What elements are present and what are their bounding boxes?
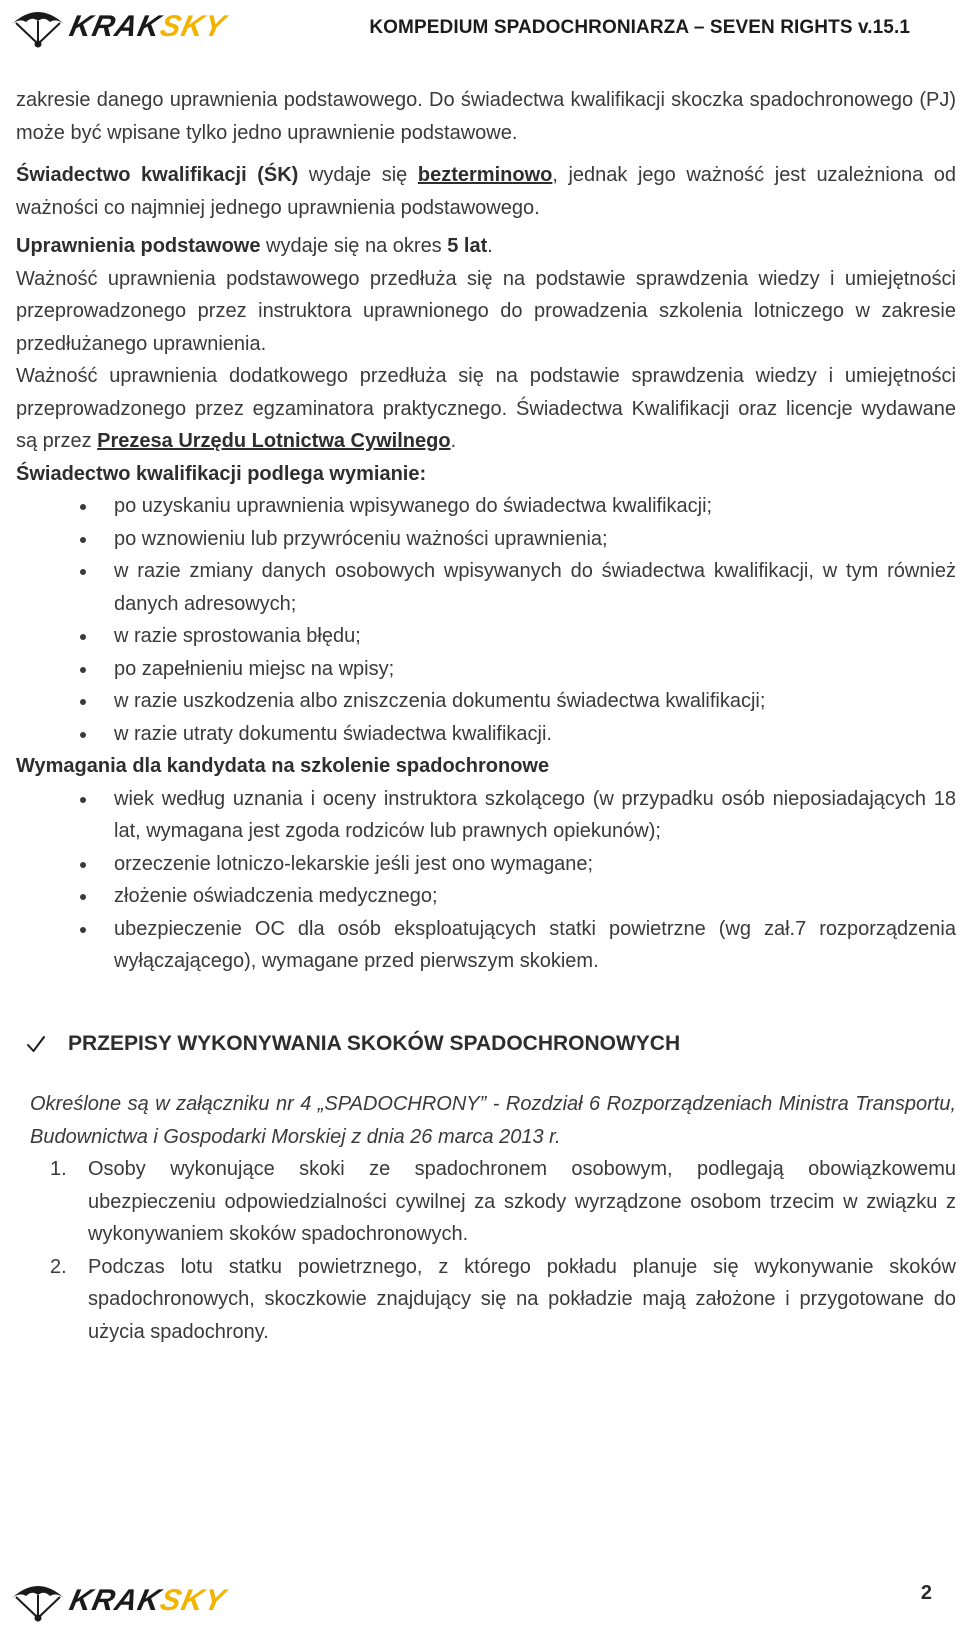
page-number: 2 xyxy=(920,1582,932,1604)
requirements-heading: Wymagania dla kandydata na szkolenie spadochronowe xyxy=(16,755,550,777)
section-title-text: PRZEPISY WYKONYWANIA SKOKÓW SPADOCHRONOWYCH xyxy=(68,1031,681,1055)
list-item: w razie zmiany danych osobowych wpisywanych do świadectwa kwalifikacji, w tym również danych adresowych; xyxy=(16,555,956,620)
paragraph-basic-rights: zakresie danego uprawnienia podstawowego. Do świadectwa kwalifikacji skoczka spadochronowego (PJ) może być wpisane tylko jedno uprawnienie podstawowe. xyxy=(16,89,956,144)
list-item: po wznowieniu lub przywróceniu ważności uprawnienia; xyxy=(16,523,956,556)
parachute-icon xyxy=(10,1580,66,1622)
paragraph-validity: Świadectwo kwalifikacji (ŚK) wydaje się bezterminowo, jednak jego ważność jest uzależniona od ważności co najmniej jednego uprawnienia podstawowego. xyxy=(16,164,957,219)
list-item: orzeczenie lotniczo-lekarskie jeśli jest ono wymagane; xyxy=(16,848,956,881)
page-header xyxy=(0,0,960,56)
item-text: Osoby wykonujące skoki ze spadochronem osobowym, podlegają obowiązkowemu ubezpieczeniu odpowiedzialności cywilnej za szkody wyrządzone osobom trzecim w związku z wykonywaniem skoków spadochronowych. xyxy=(88,1158,956,1245)
list-item xyxy=(16,1251,956,1349)
logo-wordmark: KRAKSKY xyxy=(66,10,229,43)
list-item: wiek według uznania i oceny instruktora szkolącego (w przypadku osób nieposiadających 18 lat, wymagana jest zgoda rodziców lub prawnych opiekunów); xyxy=(16,783,956,848)
section-title xyxy=(16,1028,956,1061)
item-number: 2. xyxy=(50,1255,67,1278)
requirements-list xyxy=(16,783,956,978)
item-number: 1. xyxy=(50,1158,67,1180)
exchange-list xyxy=(16,490,956,750)
list-item: w razie uszkodzenia albo zniszczenia dokumentu świadectwa kwalifikacji; xyxy=(16,685,956,718)
page-content xyxy=(16,84,956,1348)
list-item: złożenie oświadczenia medycznego; xyxy=(16,880,956,913)
exchange-heading: Świadectwo kwalifikacji podlega wymianie: xyxy=(16,462,427,485)
paragraph-extension-additional: Ważność uprawnienia dodatkowego przedłuża się na podstawie sprawdzenia wiedzy i umiejętności przeprowadzonego przez egzaminatora praktycznego. Świadectwa Kwalifikacji oraz licencje wydawane są przez Prezesa Urzędu Lotnictwa Cywilnego. xyxy=(16,365,956,452)
footer-logo xyxy=(10,1580,229,1622)
paragraph-extension-basic: Ważność uprawnienia podstawowego przedłuża się na podstawie sprawdzenia wiedzy i umiejętności przeprowadzonego przez instruktora uprawnionego do prowadzenia szkolenia lotniczego w zakresie przedłużanego uprawnienia. xyxy=(16,267,956,355)
list-item: w razie utraty dokumentu świadectwa kwalifikacji. xyxy=(16,718,956,751)
list-item: po uzyskaniu uprawnienia wpisywanego do świadectwa kwalifikacji; xyxy=(16,490,956,523)
item-text: Podczas lotu statku powietrznego, z którego pokładu planuje się wykonywanie skoków spadochronowych, skoczkowie znajdujący się na pokładzie mają założone i przygotowane do użycia spadochrony. xyxy=(88,1255,956,1343)
regulations-list xyxy=(16,1153,956,1348)
section-intro: Określone są w załączniku nr 4 „SPADOCHRONY” - Rozdział 6 Rozporządzeniach Ministra Transportu, Budownictwa i Gospodarki Morskiej z dnia 26 marca 2013 r. xyxy=(30,1093,956,1148)
list-item: w razie sprostowania błędu; xyxy=(16,620,956,653)
list-item xyxy=(16,1153,956,1251)
list-item: ubezpieczenie OC dla osób eksploatujących statki powietrzne (wg zał.7 rozporządzenia wyłączającego), wymagane przed pierwszym skokiem. xyxy=(16,913,956,978)
parachute-icon xyxy=(10,6,66,48)
list-item: po zapełnieniu miejsc na wpisy; xyxy=(16,653,956,686)
krak-sky-logo xyxy=(10,6,229,48)
paragraph-duration: Uprawnienia podstawowe wydaje się na okres 5 lat. xyxy=(16,235,493,257)
document-title: KOMPEDIUM SPADOCHRONIARZA – SEVEN RIGHTS v.15.1 xyxy=(369,17,910,38)
checkmark-icon xyxy=(26,1034,46,1054)
logo-wordmark: KRAKSKY xyxy=(66,1584,229,1617)
